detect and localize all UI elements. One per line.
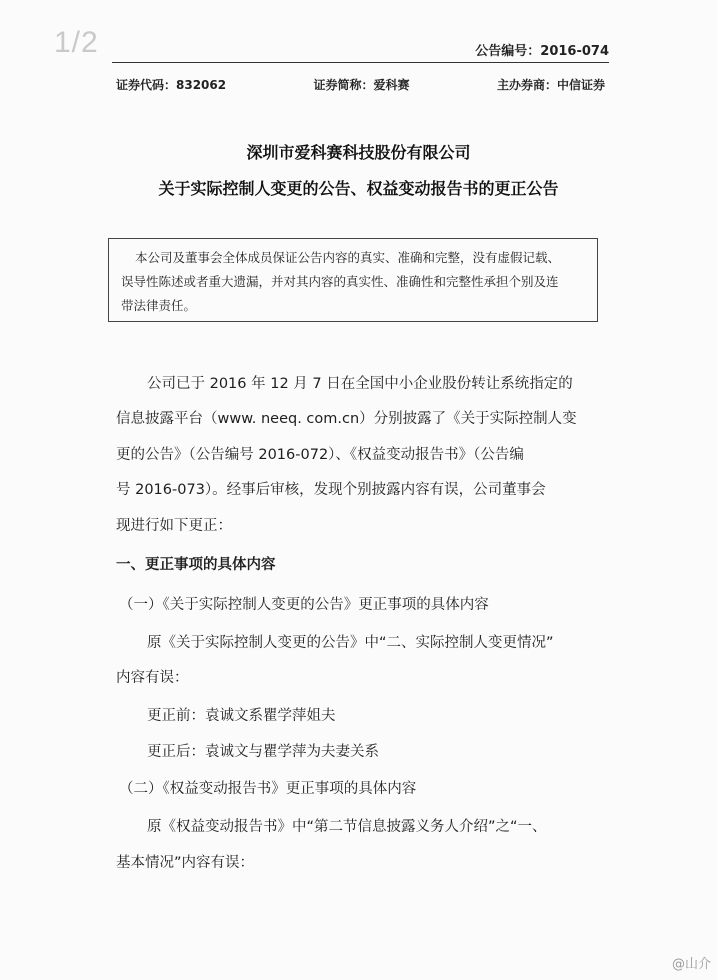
sponsor-broker: 主办券商：中信证券 [496,78,605,92]
intro-line: 更的公告》（公告编号 2016-072）、《权益变动报告书》（公告编 [116,447,524,463]
intro-line: 信息披露平台（www. neeq. com.cn）分别披露了《关于实际控制人变 [116,411,577,427]
disclaimer-line: 带法律责任。 [121,298,197,313]
section-heading: 一、更正事项的具体内容 [116,557,276,573]
notice-number: 公告编号：2016-074 [475,44,609,59]
paragraph-line: 基本情况”内容有误： [116,855,255,871]
subsection-heading: （二）《权益变动报告书》更正事项的具体内容 [119,781,417,797]
disclaimer-line: 本公司及董事会全体成员保证公告内容的真实、准确和完整，没有虚假记载、 [135,250,561,265]
disclaimer-line: 误导性陈述或者重大遗漏，并对其内容的真实性、准确性和完整性承担个别及连 [121,274,559,289]
header-divider [112,62,609,63]
intro-line: 公司已于 2016 年 12 月 7 日在全国中小企业股份转让系统指定的 [147,376,573,392]
paragraph-line: 原《关于实际控制人变更的公告》中“二、实际控制人变更情况” [147,635,554,651]
correction-before: 更正前：袁诚文系瞿学萍姐夫 [147,708,336,724]
intro-line: 号 2016-073）。经事后审核，发现个别披露内容有误，公司董事会 [116,482,546,498]
correction-after: 更正后：袁诚文与瞿学萍为夫妻关系 [147,744,379,760]
subsection-heading: （一）《关于实际控制人变更的公告》更正事项的具体内容 [119,597,489,613]
watermark: @山介 [671,957,711,972]
intro-line: 现进行如下更正： [116,518,232,534]
security-abbreviation: 证券简称：爱科赛 [313,78,410,92]
paragraph-line: 内容有误： [116,670,189,686]
paragraph-line: 原《权益变动报告书》中“第二节信息披露义务人介绍”之“一、 [147,819,547,835]
security-info-row [116,76,605,93]
disclaimer-box [108,238,598,322]
page-counter: 1/2 [54,26,99,59]
company-title: 深圳市爱科赛科技股份有限公司 [246,143,471,162]
notice-title: 关于实际控制人变更的公告、权益变动报告书的更正公告 [158,179,559,198]
security-code: 证券代码：832062 [116,78,227,92]
